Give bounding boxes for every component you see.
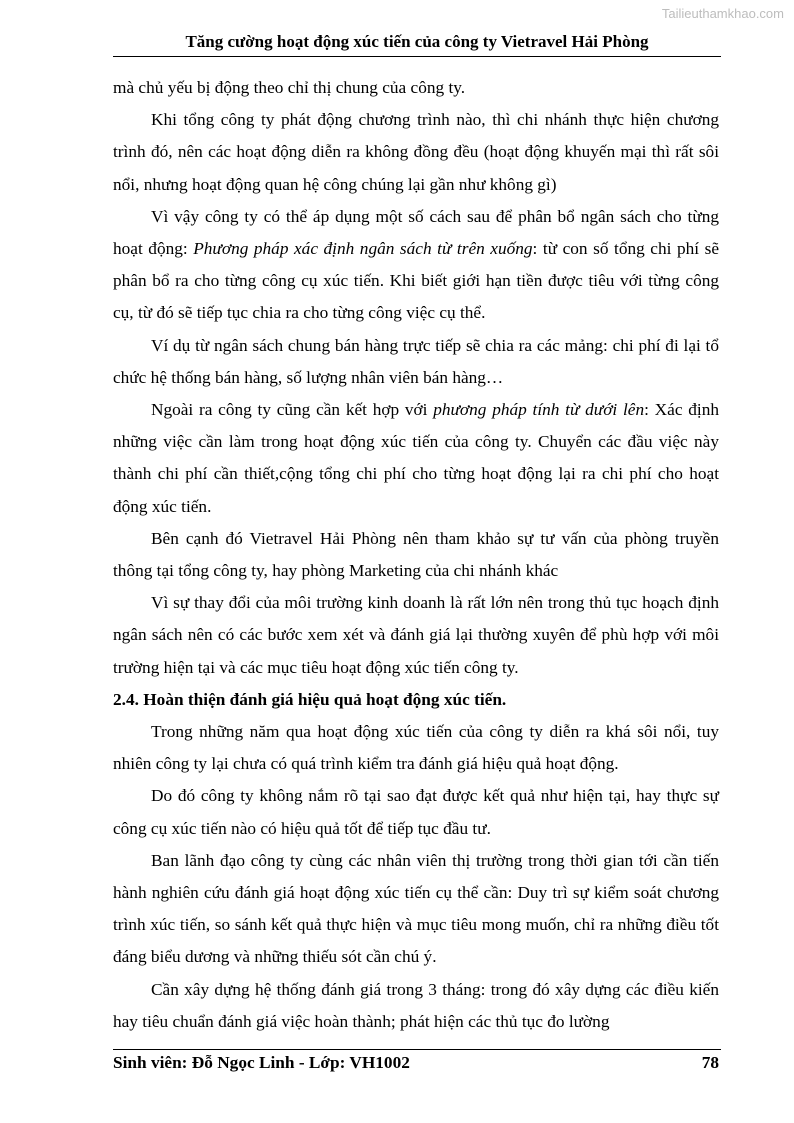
paragraph-text: : Xác định những việc cần làm trong hoạt động xúc tiến của công ty. Chuyển các đầu việc này thành chi phí cần thiết,cộng tổng chi phí cho từng hoạt động lại ra chi phí cho hoạt động xúc tiến. — [113, 400, 719, 516]
paragraph — [113, 394, 719, 523]
footer-student-info: Sinh viên: Đỗ Ngọc Linh - Lớp: VH1002 — [113, 1053, 410, 1072]
section-heading: 2.4. Hoàn thiện đánh giá hiệu quả hoạt động xúc tiến. — [113, 689, 507, 709]
paragraph-text: : từ con số tổng chi phí sẽ phân bổ ra cho từng công cụ xúc tiến. Khi biết giới hạn tiền được tiêu với từng công cụ, từ đó sẽ tiếp tục chia ra cho từng công việc cụ thể. — [113, 239, 719, 323]
footer-divider — [113, 1049, 721, 1050]
document-body — [113, 72, 719, 1038]
paragraph: Cần xây dựng hệ thống đánh giá trong 3 tháng: trong đó xây dựng các điều kiến hay tiêu chuẩn đánh giá việc hoàn thành; phát hiện các thủ tục đo lường — [113, 979, 719, 1031]
paragraph: mà chủ yếu bị động theo chỉ thị chung của công ty. — [113, 78, 466, 97]
watermark: Tailieuthamkhao.com — [661, 6, 784, 21]
header-divider — [113, 56, 721, 57]
page-number: 78 — [701, 1053, 719, 1072]
paragraph: Trong những năm qua hoạt động xúc tiến của công ty diễn ra khá sôi nổi, tuy nhiên công ty lại chưa có quá trình kiểm tra đánh giá hiệu quả hoạt động. — [113, 722, 719, 774]
paragraph: Vì sự thay đổi của môi trường kinh doanh là rất lớn nên trong thủ tục hoạch định ngân sách nên có các bước xem xét và đánh giá lại thường xuyên để phù hợp với môi trường hiện tại và các mục tiêu hoạt động xúc tiến công ty. — [113, 593, 719, 677]
paragraph: Ví dụ từ ngân sách chung bán hàng trực tiếp sẽ chia ra các mảng: chi phí đi lại tổ chức hệ thống bán hàng, số lượng nhân viên bán hàng… — [113, 335, 719, 387]
italic-term: phương pháp tính từ dưới lên — [433, 400, 645, 420]
paragraph — [113, 201, 719, 330]
paragraph-text: Ngoài ra công ty cũng cần kết hợp với — [151, 400, 434, 420]
italic-term: Phương pháp xác định ngân sách từ trên xuống — [193, 239, 533, 259]
paragraph: Do đó công ty không nắm rõ tại sao đạt được kết quả như hiện tại, hay thực sự công cụ xúc tiến nào có hiệu quả tốt để tiếp tục đầu tư. — [113, 786, 719, 838]
paragraph: Bên cạnh đó Vietravel Hải Phòng nên tham khảo sự tư vấn của phòng truyền thông tại tổng công ty, hay phòng Marketing của chi nhánh khác — [113, 528, 719, 581]
page-footer — [113, 1053, 719, 1073]
page-header-title: Tăng cường hoạt động xúc tiến của công ty Vietravel Hải Phòng — [185, 32, 649, 51]
paragraph: Khi tổng công ty phát động chương trình nào, thì chi nhánh thực hiện chương trình đó, nên các hoạt động diễn ra không đồng đều (hoạt động khuyến mại thì rất sôi nổi, nhưng hoạt động quan hệ công chúng lại gần như không gì) — [113, 110, 719, 194]
paragraph-text: Vì vậy công ty có thể áp dụng một số cách sau để phân bổ ngân sách cho từng hoạt động: — [113, 206, 719, 259]
paragraph: Ban lãnh đạo công ty cùng các nhân viên thị trường trong thời gian tới cần tiến hành nghiên cứu đánh giá hoạt động xúc tiến cụ thể cần: Duy trì sự kiểm soát chương trình xúc tiến, so sánh kết quả thực hiện và mục tiêu mong muốn, chỉ ra những điều tốt đáng biểu dương và những thiếu sót cần chú ý. — [113, 850, 719, 967]
